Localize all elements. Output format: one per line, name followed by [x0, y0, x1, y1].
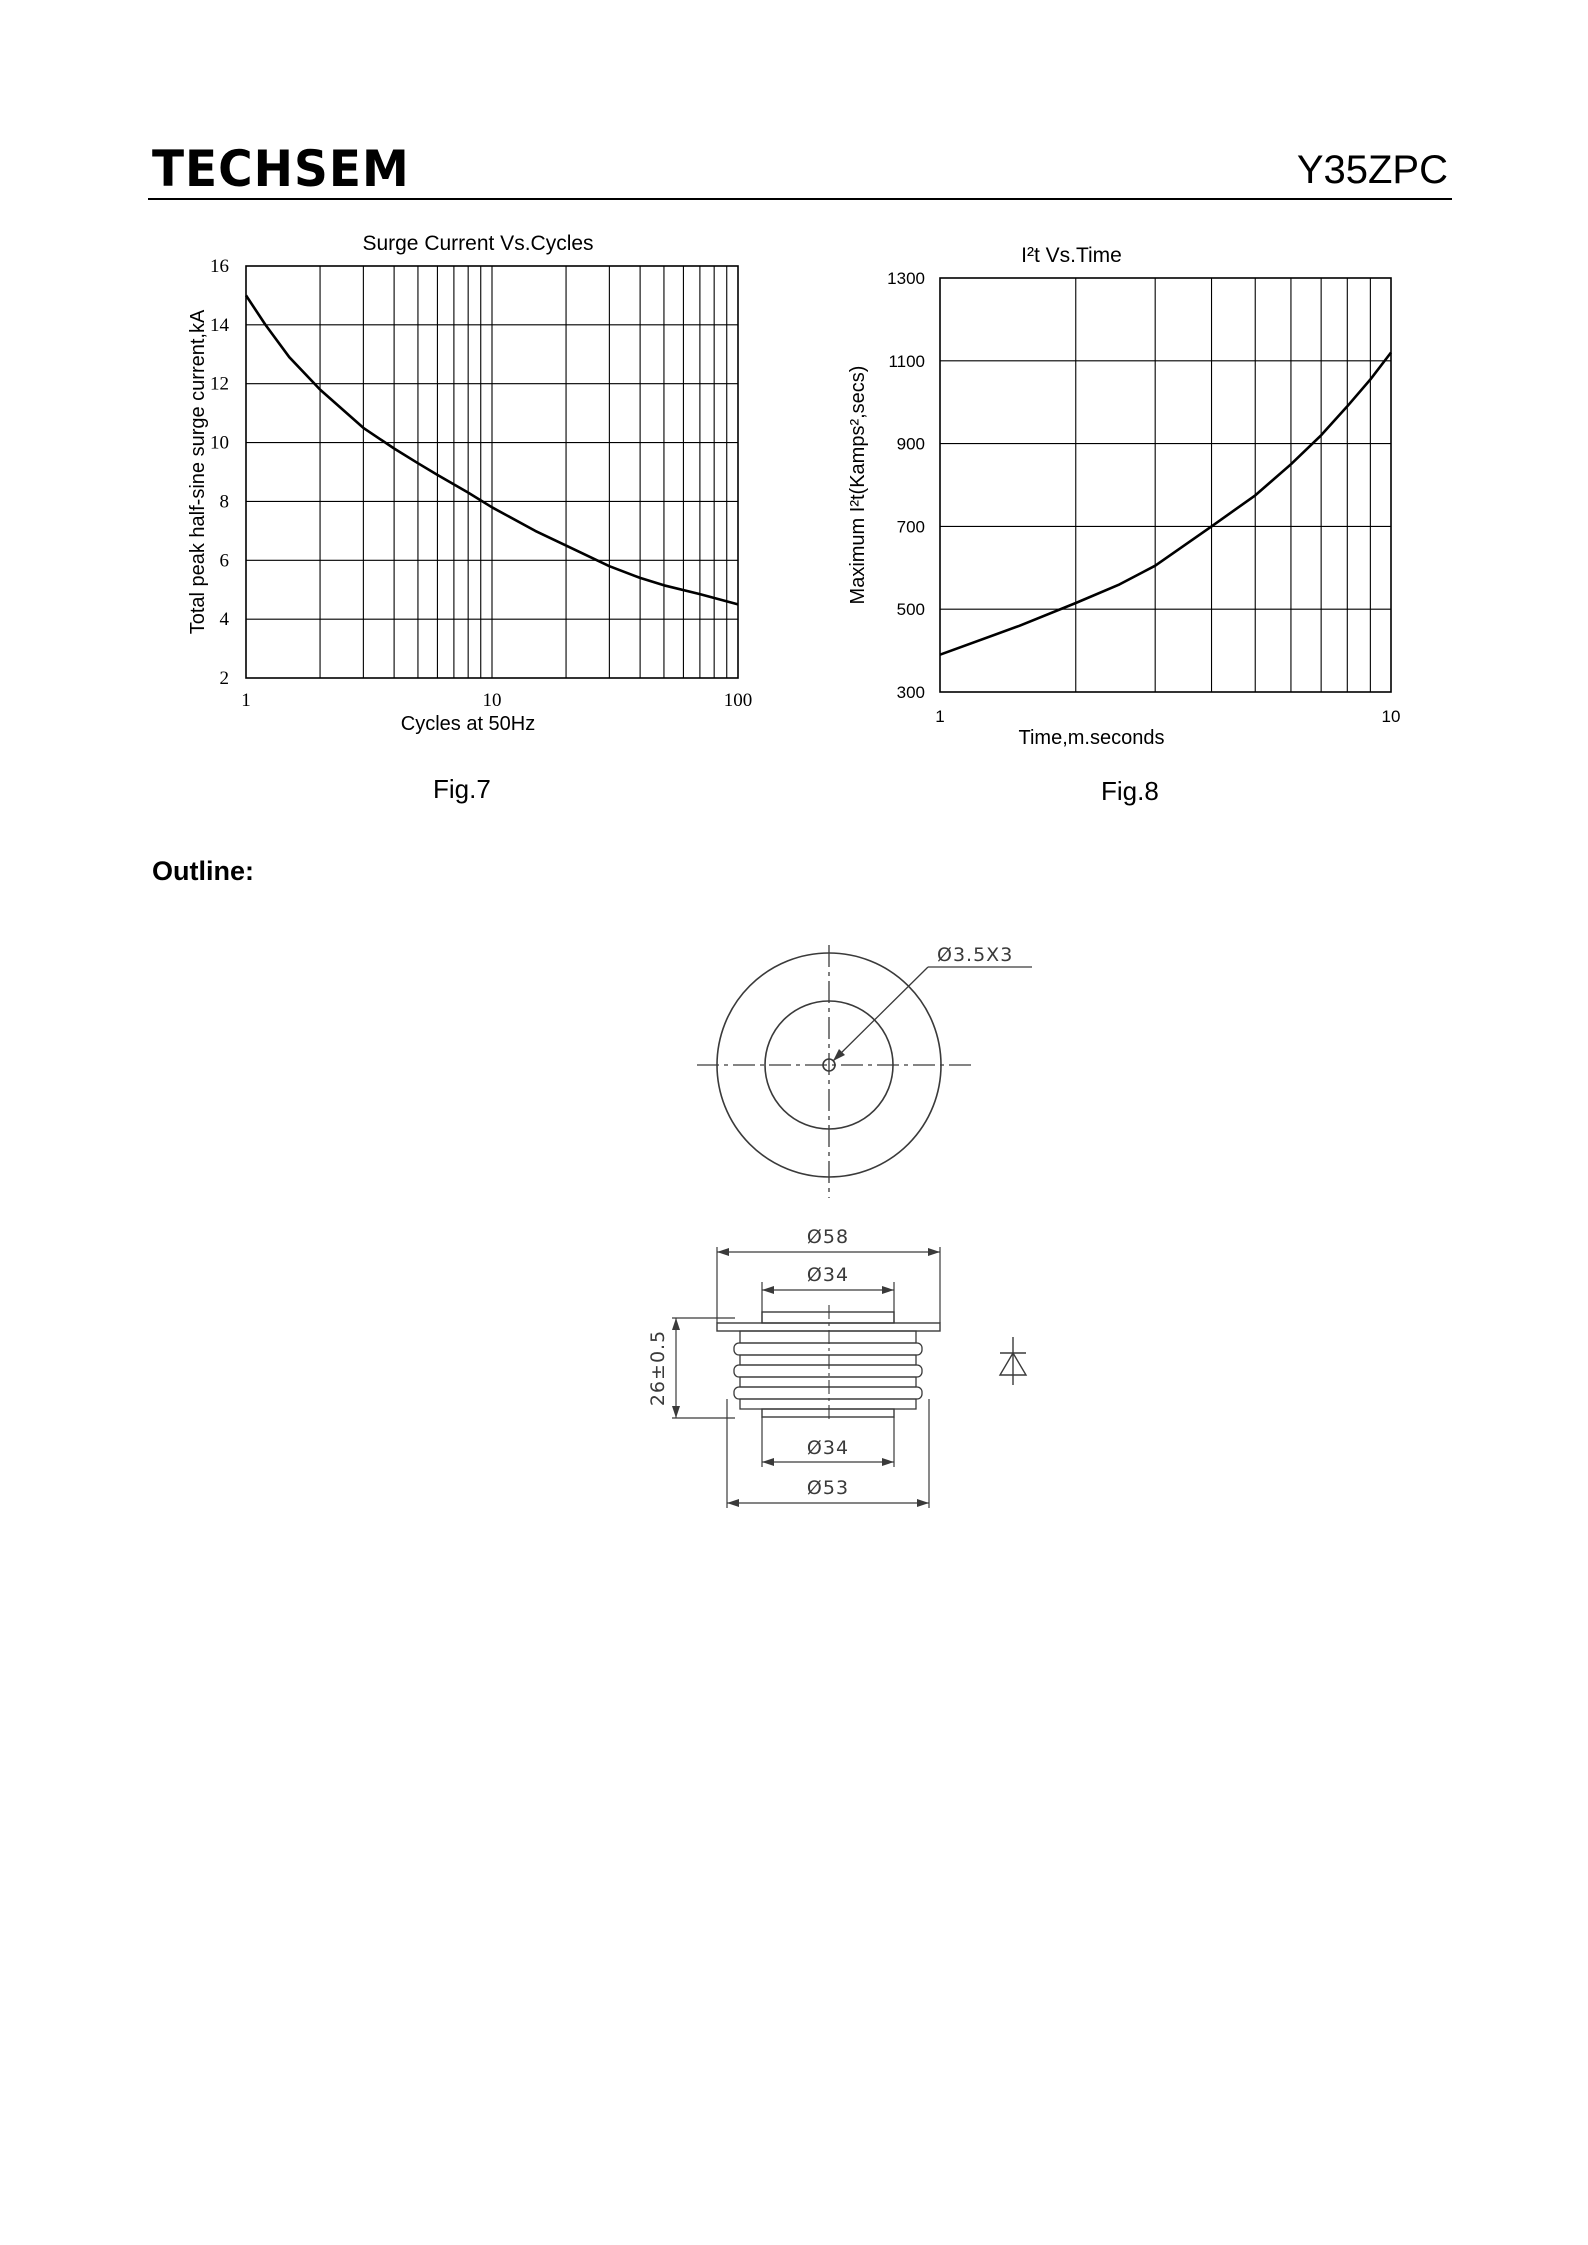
x-axis-label: Cycles at 50Hz: [400, 713, 536, 735]
insulator-ring: [734, 1387, 922, 1399]
x-tick-label: 1: [241, 690, 251, 711]
dim-arrow: [762, 1458, 774, 1466]
x-tick-label: 100: [723, 690, 753, 711]
y-tick-label: 14: [210, 314, 229, 336]
hole-callout-label: Ø3.5X3: [937, 944, 1014, 966]
y-axis-label: Total peak half-sine surge current,kA: [187, 309, 209, 635]
model-number: Y35ZPC: [1296, 148, 1448, 192]
chart-title: Surge Current Vs.Cycles: [362, 232, 594, 255]
y-tick-label: 12: [210, 373, 229, 395]
bottom-contact-plate: [762, 1409, 894, 1417]
dim-body-label: Ø53: [806, 1477, 850, 1499]
outline-side-view: [647, 1226, 940, 1508]
y-tick-label: 2: [219, 668, 229, 689]
y-tick-label: 10: [210, 432, 229, 454]
y-tick-label: 8: [219, 491, 229, 513]
diode-symbol-icon: [1000, 1337, 1026, 1385]
y-tick-label: 300: [896, 683, 925, 702]
insulator-ring: [734, 1343, 922, 1355]
dim-outer-flange-label: Ø58: [806, 1226, 850, 1248]
y-tick-label: 900: [896, 434, 925, 454]
dim-arrow: [672, 1318, 680, 1330]
x-tick-label: 10: [1381, 707, 1401, 726]
callout-leader: [833, 967, 928, 1061]
outline-heading: Outline:: [152, 856, 254, 886]
outline-top-view: [697, 944, 1032, 1198]
y-tick-label: 1300: [887, 269, 925, 288]
insulator-ring: [734, 1365, 922, 1377]
dim-arrow: [928, 1248, 940, 1256]
dim-bottom-contact-label: Ø34: [806, 1437, 850, 1459]
x-tick-label: 10: [482, 690, 502, 711]
dim-arrow: [727, 1499, 739, 1507]
dim-arrow: [762, 1286, 774, 1294]
y-tick-label: 500: [896, 600, 925, 620]
y-tick-label: 700: [896, 517, 925, 537]
brand-logo: TECHSEM: [152, 140, 410, 199]
insulator-ring: [740, 1355, 916, 1365]
dim-arrow: [917, 1499, 929, 1507]
top-contact-plate: [762, 1312, 894, 1323]
fig7-caption: Fig.7: [433, 774, 491, 804]
x-axis-label: Time,m.seconds: [1018, 727, 1165, 749]
dim-arrow: [717, 1248, 729, 1256]
insulator-ring: [740, 1399, 916, 1409]
dim-arrow: [672, 1406, 680, 1418]
y-tick-label: 16: [210, 256, 229, 277]
y-tick-label: 6: [219, 550, 229, 572]
chart-title: I²t Vs.Time: [1021, 244, 1122, 267]
fig8-caption: Fig.8: [1101, 776, 1159, 806]
insulator-ring: [740, 1331, 916, 1343]
y-tick-label: 4: [219, 609, 229, 631]
surge-current-chart: [187, 232, 752, 735]
dim-top-contact-label: Ø34: [806, 1264, 850, 1286]
y-tick-label: 1100: [888, 351, 925, 371]
dim-arrow: [882, 1458, 894, 1466]
dim-arrow: [882, 1286, 894, 1294]
i2t-chart: [847, 244, 1400, 749]
x-tick-label: 1: [935, 707, 945, 726]
dim-height-label: 26±0.5: [647, 1329, 669, 1407]
y-axis-label: Maximum I²t(Kamps²,secs): [847, 365, 869, 605]
insulator-ring: [740, 1377, 916, 1387]
